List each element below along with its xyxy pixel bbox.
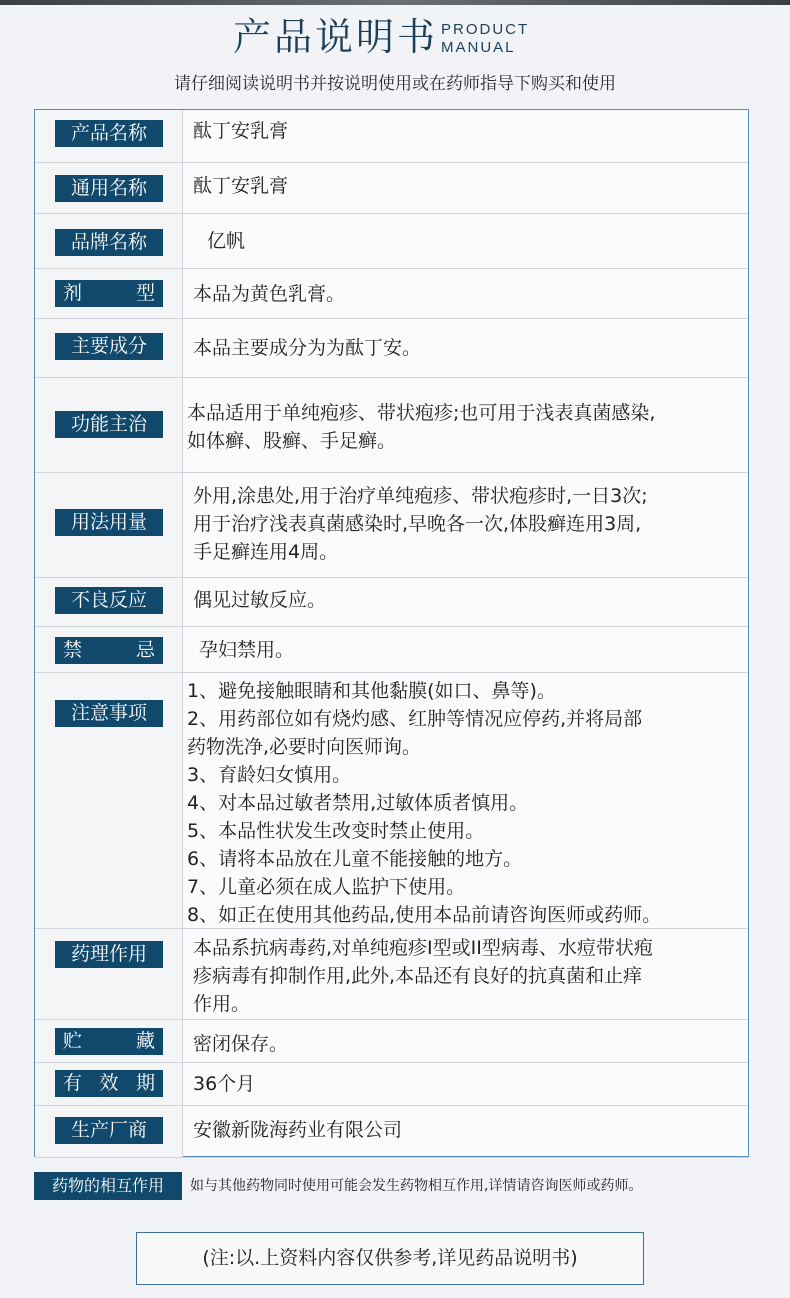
- dosage-value: 外用,涂患处,用于治疗单纯疱疹、带状疱疹时,一日3次; 用于治疗浅表真菌感染时,早晚各一次,体股癣连用3周, 手足癣连用4周。: [193, 485, 648, 563]
- row-adverse-reactions: [35, 578, 748, 627]
- product-name-label: [55, 120, 163, 147]
- label-text: 期: [135, 1072, 155, 1094]
- title-en-line1: PRODUCT: [441, 21, 530, 38]
- shelf-life-value: 36个月: [193, 1073, 256, 1095]
- brand-name-label: [55, 229, 163, 256]
- label-cell: [35, 673, 183, 928]
- manufacturer-label: [55, 1117, 163, 1144]
- brand-name-value: 亿帆: [207, 230, 246, 252]
- row-brand-name: [35, 214, 748, 269]
- precautions-label: [55, 700, 163, 727]
- row-pharmacology: [35, 929, 748, 1020]
- disclaimer-note: (注:以.上资料内容仅供参考,详见药品说明书): [136, 1232, 644, 1285]
- row-manufacturer: [35, 1106, 748, 1158]
- row-storage: [35, 1020, 748, 1063]
- indications-label: [55, 411, 163, 438]
- label-cell: [35, 214, 183, 268]
- label-text: 贮: [63, 1030, 83, 1052]
- row-product-name: [35, 110, 748, 163]
- label-cell: [35, 578, 183, 626]
- interaction-row: [34, 1172, 784, 1200]
- adverse-reactions-value: 偶见过敏反应。: [193, 589, 327, 611]
- label-cell: [35, 110, 183, 162]
- row-dosage: [35, 473, 748, 578]
- page-title: 产品说明书: [233, 15, 439, 59]
- label-cell: [35, 1063, 183, 1105]
- label-text: 有: [63, 1072, 83, 1094]
- label-cell: [35, 319, 183, 377]
- page-header: [0, 14, 790, 64]
- label-cell: [35, 269, 183, 318]
- row-precautions: [35, 673, 748, 929]
- page-title-english: [441, 21, 529, 57]
- label-text: 产品名称: [70, 122, 147, 144]
- title-en-line2: MANUAL: [441, 39, 516, 56]
- row-generic-name: [35, 163, 748, 214]
- interaction-label: 药物的相互作用: [34, 1172, 182, 1200]
- dosage-form-value: 本品为黄色乳膏。: [193, 283, 346, 305]
- top-border: [0, 0, 790, 5]
- instruction-subtitle: 请仔细阅读说明书并按说明使用或在药师指导下购买和使用: [174, 74, 616, 94]
- row-shelf-life: [35, 1063, 748, 1106]
- row-indications: [35, 378, 748, 473]
- storage-label: [55, 1028, 163, 1055]
- label-text: 型: [135, 282, 155, 304]
- label-text: 通用名称: [70, 177, 147, 199]
- label-cell: [35, 473, 183, 577]
- label-cell: [35, 1106, 183, 1157]
- main-ingredient-value: 本品主要成分为为酞丁安。: [193, 337, 422, 359]
- generic-name-value: 酞丁安乳膏: [193, 175, 289, 197]
- main-ingredient-label: [55, 333, 163, 360]
- label-text: 主要成分: [70, 335, 147, 357]
- indications-value: 本品适用于单纯疱疹、带状疱疹;也可用于浅表真菌感染, 如体癣、股癣、手足癣。: [187, 402, 656, 452]
- adverse-reactions-label: [55, 587, 163, 614]
- label-cell: [35, 929, 183, 1019]
- row-main-ingredient: [35, 319, 748, 378]
- label-text: 用法用量: [70, 511, 147, 533]
- label-cell: [35, 1020, 183, 1062]
- label-text: 不良反应: [70, 589, 147, 611]
- dosage-label: [55, 509, 163, 536]
- info-table: [34, 109, 749, 1157]
- label-text: 功能主治: [70, 413, 147, 435]
- label-text: 藏: [135, 1030, 155, 1052]
- label-cell: [35, 627, 183, 672]
- contraindications-label: [55, 637, 163, 664]
- pharmacology-label: [55, 941, 163, 968]
- product-name-value: 酞丁安乳膏: [193, 120, 289, 142]
- label-cell: [35, 163, 183, 213]
- label-cell: [35, 378, 183, 472]
- label-text: 生产厂商: [70, 1119, 147, 1141]
- shelf-life-label: [55, 1070, 163, 1097]
- dosage-form-label: [55, 280, 163, 307]
- label-text: 效: [99, 1072, 119, 1094]
- generic-name-label: [55, 175, 163, 202]
- interaction-value: 如与其他药物同时使用可能会发生药物相互作用,详情请咨询医师或药师。: [190, 1178, 643, 1194]
- pharmacology-value: 本品系抗病毒药,对单纯疱疹I型或II型病毒、水痘带状疱 疹病毒有抑制作用,此外,本品还有良好的抗真菌和止痒 作用。: [193, 937, 653, 1015]
- label-text: 禁: [63, 639, 83, 661]
- label-text: 药理作用: [70, 943, 147, 965]
- label-text: 注意事项: [70, 702, 147, 724]
- contraindications-value: 孕妇禁用。: [199, 639, 295, 661]
- manufacturer-value: 安徽新陇海药业有限公司: [193, 1119, 403, 1141]
- precautions-value: 1、避免接触眼睛和其他黏膜(如口、鼻等)。 2、用药部位如有烧灼感、红肿等情况应停药,并将局部 药物洗净,必要时向医师询。 3、育龄妇女慎用。 4、对本品过敏者禁用,过敏体质者慎用。 5、本品性状发生改变时禁止使用。 6、请将本品放在儿童不能接触的地方。 7、儿童必须在成人监护下使用。 8、如正在使用其他药品,使用本品前请咨询医师或药师。: [187, 680, 662, 926]
- label-text: 品牌名称: [70, 231, 147, 253]
- label-text: 忌: [135, 639, 155, 661]
- label-text: 剂: [63, 282, 83, 304]
- storage-value: 密闭保存。: [193, 1033, 289, 1055]
- row-dosage-form: [35, 269, 748, 319]
- row-contraindications: [35, 627, 748, 673]
